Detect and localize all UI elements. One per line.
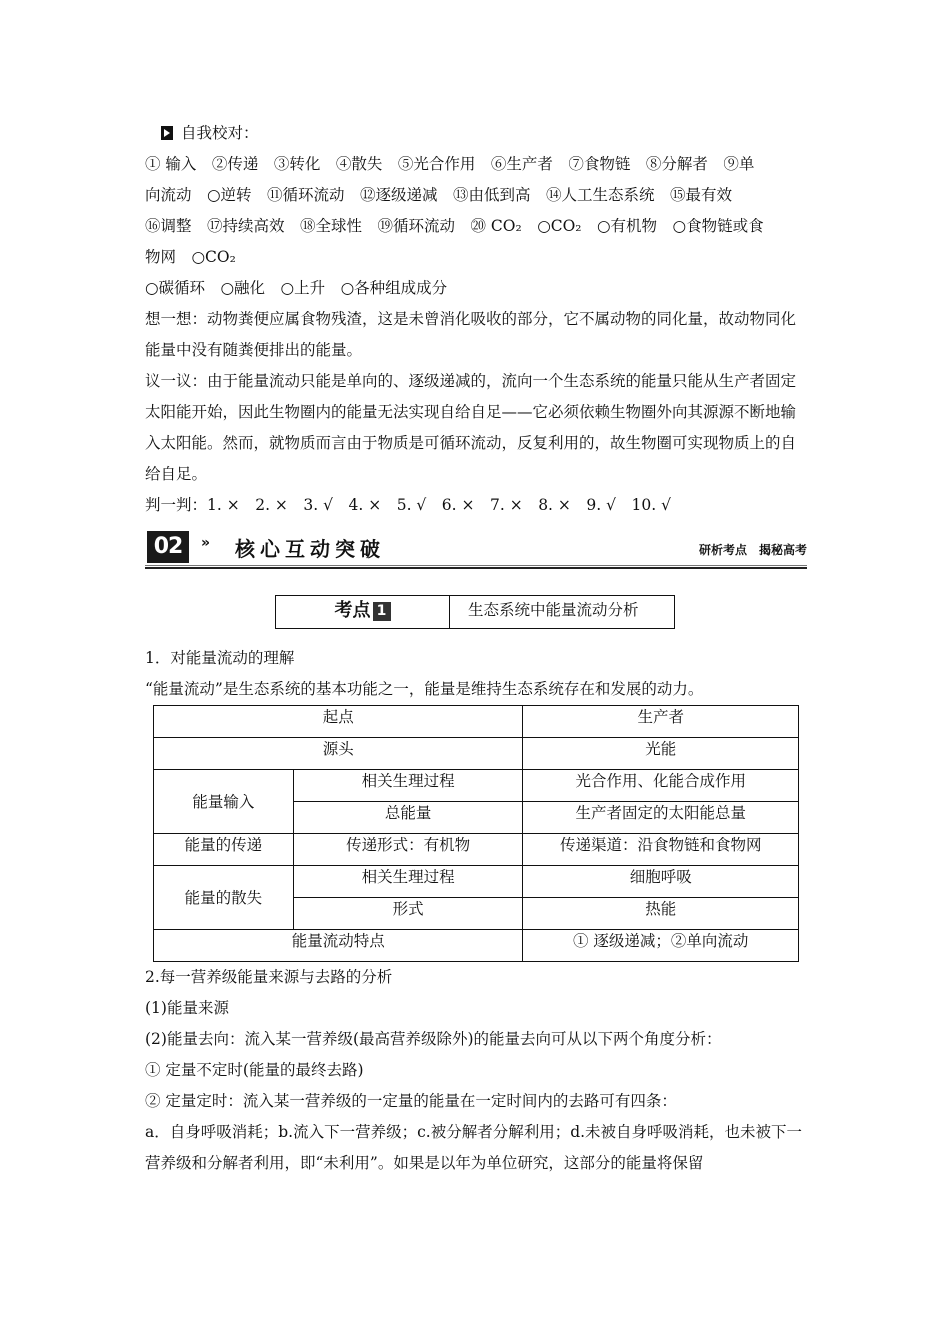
table-row <box>154 866 799 898</box>
section-number-badge: 02 <box>147 531 189 563</box>
answer-line-2: 向流动 ○逆转 ⑪循环流动 ⑫逐级递减 ⑬由低到高 ⑭人工生态系统 ⑮最有效 <box>145 186 733 204</box>
kaodian-label: 考点 1 <box>276 596 450 628</box>
table-cell: 相关生理过程 <box>293 866 523 898</box>
table-cell: 传递渠道：沿食物链和食物网 <box>523 834 799 866</box>
section1-intro: “能量流动”是生态系统的基本功能之一，能量是维持生态系统存在和发展的动力。 <box>145 680 704 698</box>
table-cell: 能量输入 <box>154 770 294 834</box>
table-cell: 起点 <box>154 706 523 738</box>
table-row <box>154 770 799 802</box>
page-content <box>145 118 807 1179</box>
answer-line-4: 物网 ○CO₂ <box>145 248 236 266</box>
table-cell: 能量流动特点 <box>154 930 523 962</box>
banner-rule-thin <box>145 565 807 566</box>
section2-p5: a．自身呼吸消耗；b.流入下一营养级；c.被分解者分解利用；d.未被自身呼吸消耗，也未被下一营养级和分解者利用，即“未利用”。如果是以年为单位研究，这部分的能量将保留 <box>145 1123 803 1172</box>
section2-p1: (1)能量来源 <box>145 999 229 1017</box>
table-cell: 形式 <box>293 898 523 930</box>
table-row <box>154 738 799 770</box>
table-row <box>154 706 799 738</box>
table-cell: 总能量 <box>293 802 523 834</box>
kaodian-box <box>275 595 675 629</box>
table-cell: 光合作用、化能合成作用 <box>523 770 799 802</box>
answer-line-3: ⑯调整 ⑰持续高效 ⑱全球性 ⑲循环流动 ⑳ CO₂ ○CO₂ ○有机物 ○食物链或食 <box>145 217 764 235</box>
section2-heading: 2.每一营养级能量来源与去路的分析 <box>145 968 393 986</box>
table-cell: 能量的散失 <box>154 866 294 930</box>
table-row <box>154 930 799 962</box>
section-title: 核心互动突破 <box>235 537 385 561</box>
section-banner <box>145 529 807 569</box>
table-cell: 传递形式：有机物 <box>293 834 523 866</box>
double-chevron-icon: » <box>201 535 211 551</box>
self-check-title: 自我校对： <box>145 118 807 149</box>
banner-rule <box>145 567 807 569</box>
answer-line-1: ① 输入 ②传递 ③转化 ④散失 ⑤光合作用 ⑥生产者 ⑦食物链 ⑧分解者 ⑨单 <box>145 155 755 173</box>
section2-p4: ② 定量定时：流入某一营养级的一定量的能量在一定时间内的去路可有四条： <box>145 1092 677 1110</box>
table-cell: ① 逐级递减；②单向流动 <box>523 930 799 962</box>
section2-p2: (2)能量去向：流入某一营养级(最高营养级除外)的能量去向可从以下两个角度分析： <box>145 1030 722 1048</box>
kaodian-number: 1 <box>373 602 391 621</box>
table-cell: 热能 <box>523 898 799 930</box>
section-subtitle: 研析考点 揭秘高考 <box>698 543 807 557</box>
table-row <box>154 834 799 866</box>
kaodian-title: 生态系统中能量流动分析 <box>468 601 639 619</box>
table-cell: 生产者固定的太阳能总量 <box>523 802 799 834</box>
section2-p3: ① 定量不定时(能量的最终去路) <box>145 1061 364 1079</box>
answer-line-5: ○碳循环 ○融化 ○上升 ○各种组成成分 <box>145 279 448 297</box>
arrow-marker-icon <box>161 126 173 140</box>
think-paragraph: 想一想：动物粪便应属食物残渣，这是未曾消化吸收的部分，它不属动物的同化量，故动物同化能量中没有随粪便排出的能量。 <box>145 310 797 359</box>
table-cell: 光能 <box>523 738 799 770</box>
section1-heading: 1．对能量流动的理解 <box>145 649 295 667</box>
table-cell: 能量的传递 <box>154 834 294 866</box>
table-cell: 源头 <box>154 738 523 770</box>
table-cell: 相关生理过程 <box>293 770 523 802</box>
table-cell: 细胞呼吸 <box>523 866 799 898</box>
energy-flow-table <box>153 705 799 962</box>
discuss-paragraph: 议一议：由于能量流动只能是单向的、逐级递减的，流向一个生态系统的能量只能从生产者固定太阳能开始，因此生物圈内的能量无法实现自给自足——它必须依赖生物圈外向其源源不断地输入太阳能。然而，就物质而言由于物质是可循环流动，反复利用的，故生物圈可实现物质上的自给自足。 <box>145 372 797 483</box>
table-cell: 生产者 <box>523 706 799 738</box>
judge-line: 判一判：1. × 2. × 3. √ 4. × 5. √ 6. × 7. × 8. × 9. √ 10. √ <box>145 496 671 514</box>
